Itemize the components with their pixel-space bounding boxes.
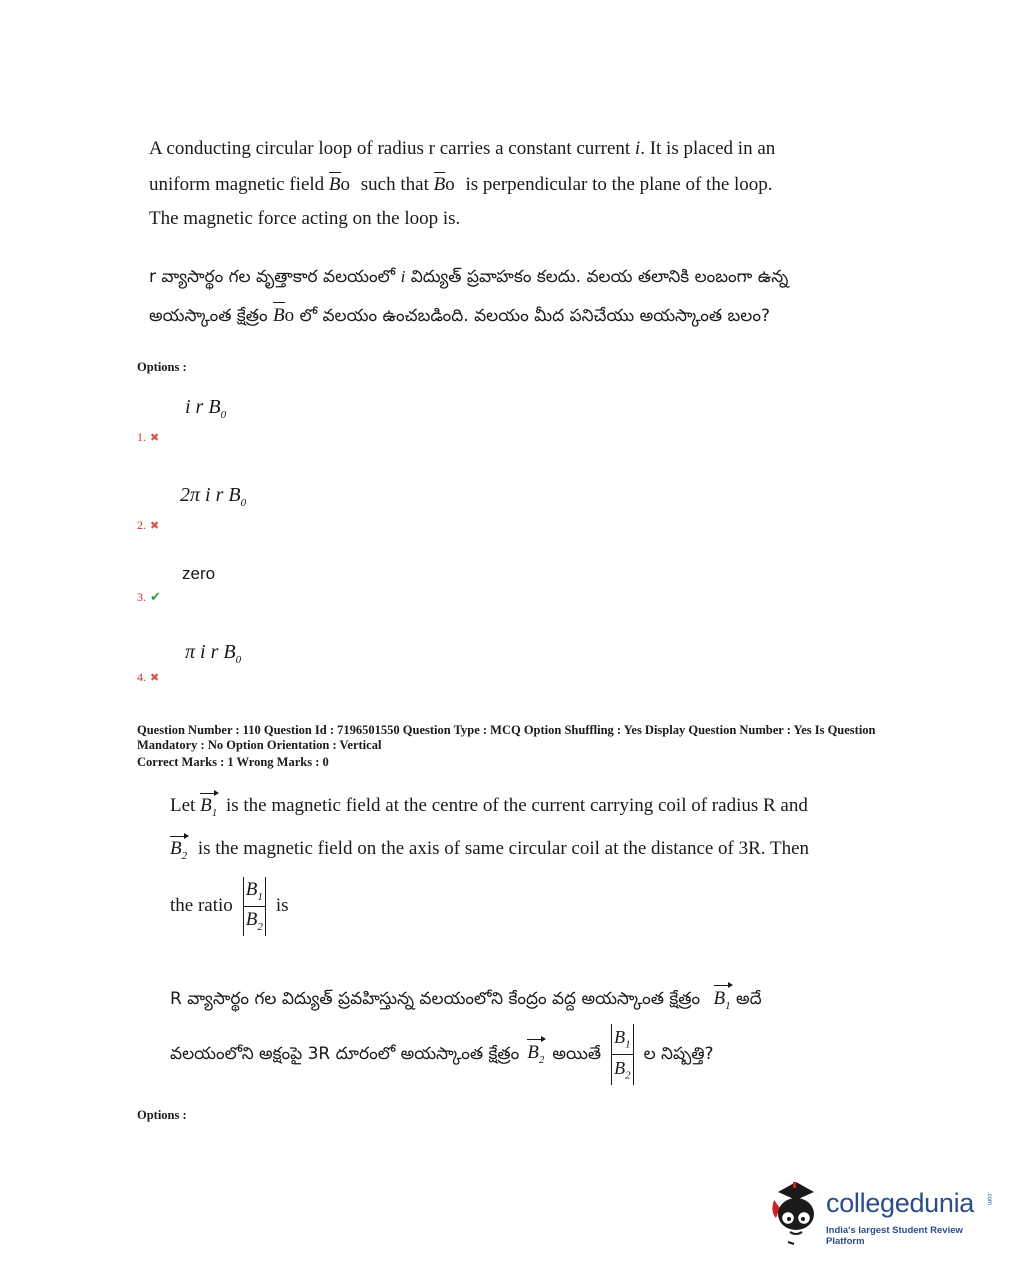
correct-check-icon: ✔ xyxy=(150,590,161,605)
q1-en-line2 xyxy=(149,174,773,197)
q1-en-text: such that xyxy=(360,174,429,195)
option-4-content[interactable] xyxy=(185,641,241,666)
q2-en-text: is xyxy=(275,895,289,917)
wrong-icon: ✖ xyxy=(150,431,160,444)
option-text: 2π i r B xyxy=(180,484,241,506)
options-label: Options : xyxy=(137,360,187,374)
q2-en-line3 xyxy=(170,877,289,936)
q2-en-line2 xyxy=(170,838,809,863)
ratio-fraction: $\frac{B_1}{B_2}$ xyxy=(611,1024,634,1085)
meta-line: Question Number : 110 Question Id : 7196501550 Question Type : MCQ Option Shuffling : Yes Display Question Number : Yes Is Question xyxy=(137,723,876,737)
b0-subscript: o xyxy=(340,174,351,195)
q2-en-text: Let xyxy=(170,795,196,816)
brand-com: .com xyxy=(986,1192,992,1206)
q1-te-line2 xyxy=(149,304,770,329)
q2-te-line1 xyxy=(170,987,762,1013)
wrong-icon: ✖ xyxy=(150,671,160,684)
q2-te-line2 xyxy=(170,1024,714,1085)
option-3-content[interactable] xyxy=(182,564,215,584)
q1-en-text: uniform magnetic field xyxy=(149,174,325,195)
b2-vector: $B_2$ xyxy=(527,1042,545,1067)
option-number: 1. xyxy=(137,430,146,444)
q2-en-text: the ratio xyxy=(170,895,233,917)
option-text: zero xyxy=(182,564,216,583)
meta-line: Mandatory : No Option Orientation : Vertical xyxy=(137,738,382,752)
q1-en-line3 xyxy=(149,208,460,231)
option-2-content[interactable] xyxy=(180,484,246,509)
option-text: i r B xyxy=(185,396,221,418)
b0-vector: B xyxy=(433,174,446,195)
option-2-number xyxy=(137,516,159,534)
q2-te-text: R వ్యాసార్థం గల విద్యుత్ ప్రవహిస్తున్న వలయంలోని కేంద్రం వద్ద అయస్కాంత క్షేత్రం xyxy=(170,989,701,1009)
b0-subscript: o xyxy=(284,305,295,326)
option-text: π i r B xyxy=(185,641,236,663)
q2-te-text: అయితే xyxy=(552,1044,602,1065)
brand-tagline: India's largest Student Review Platform xyxy=(826,1225,963,1247)
meta-line: Correct Marks : 1 Wrong Marks : 0 xyxy=(137,755,329,769)
q1-te-text: లో వలయం ఉంచబడింది. వలయం మీద పనిచేయు అయస్కాంత బలం? xyxy=(299,306,770,326)
option-1-number xyxy=(137,428,159,446)
q1-en-text: . It is placed in an xyxy=(640,138,776,159)
q1-current-symbol: i xyxy=(400,267,406,286)
collegedunia-logo[interactable] xyxy=(768,1178,998,1248)
option-subscript: 0 xyxy=(235,654,242,666)
q2-en-text: is the magnetic field at the centre of the current carrying coil of radius R and xyxy=(225,795,808,816)
option-number: 4. xyxy=(137,670,146,684)
option-subscript: 0 xyxy=(240,497,247,509)
option-1-content[interactable] xyxy=(185,396,226,421)
q1-current-symbol: i xyxy=(634,138,641,159)
q1-te-text: అయస్కాంత క్షేత్రం xyxy=(149,306,268,326)
q1-en-text: A conducting circular loop of radius r carries a constant current xyxy=(149,138,631,159)
option-4-number xyxy=(137,668,159,686)
q2-te-text: వలయంలోని అక్షంపై 3R దూరంలో అయస్కాంత క్షేత్రం xyxy=(170,1044,520,1065)
b1-vector: $B_1$ xyxy=(200,795,218,819)
q1-te-text: r వ్యాసార్థం గల వృత్తాకార వలయంలో xyxy=(149,267,396,287)
b1-vector: $B_1$ xyxy=(713,988,731,1012)
q1-en-text: The magnetic force acting on the loop is. xyxy=(149,208,461,229)
question-meta xyxy=(137,723,927,770)
q1-en-line1 xyxy=(149,138,775,161)
b2-vector: $B_2$ xyxy=(170,838,188,862)
option-subscript: 0 xyxy=(220,409,227,421)
q2-te-text: ల నిష్పత్తి? xyxy=(643,1044,714,1065)
q1-te-line1 xyxy=(149,266,788,288)
q1-en-text: is perpendicular to the plane of the loop. xyxy=(465,174,773,195)
q1-te-text: విద్యుత్ ప్రవాహకం కలదు. వలయ తలానికి లంబంగా ఉన్న xyxy=(410,267,789,287)
b0-subscript: o xyxy=(445,174,455,195)
option-3-number xyxy=(137,588,161,606)
b0-vector: B xyxy=(273,304,285,329)
option-number: 3. xyxy=(137,590,146,604)
mascot-icon xyxy=(768,1178,828,1248)
q2-en-line1 xyxy=(170,795,808,820)
option-number: 2. xyxy=(137,518,146,532)
options-label: Options : xyxy=(137,1108,187,1122)
ratio-fraction: $\frac{B_1}{B_2}$ xyxy=(243,877,266,936)
q2-te-text: అదే xyxy=(736,989,762,1009)
wrong-icon: ✖ xyxy=(150,519,160,532)
brand-name: collegedunia xyxy=(826,1188,975,1218)
q2-en-text: is the magnetic field on the axis of same circular coil at the distance of 3R. Then xyxy=(197,838,810,859)
b0-vector: B xyxy=(328,174,341,195)
